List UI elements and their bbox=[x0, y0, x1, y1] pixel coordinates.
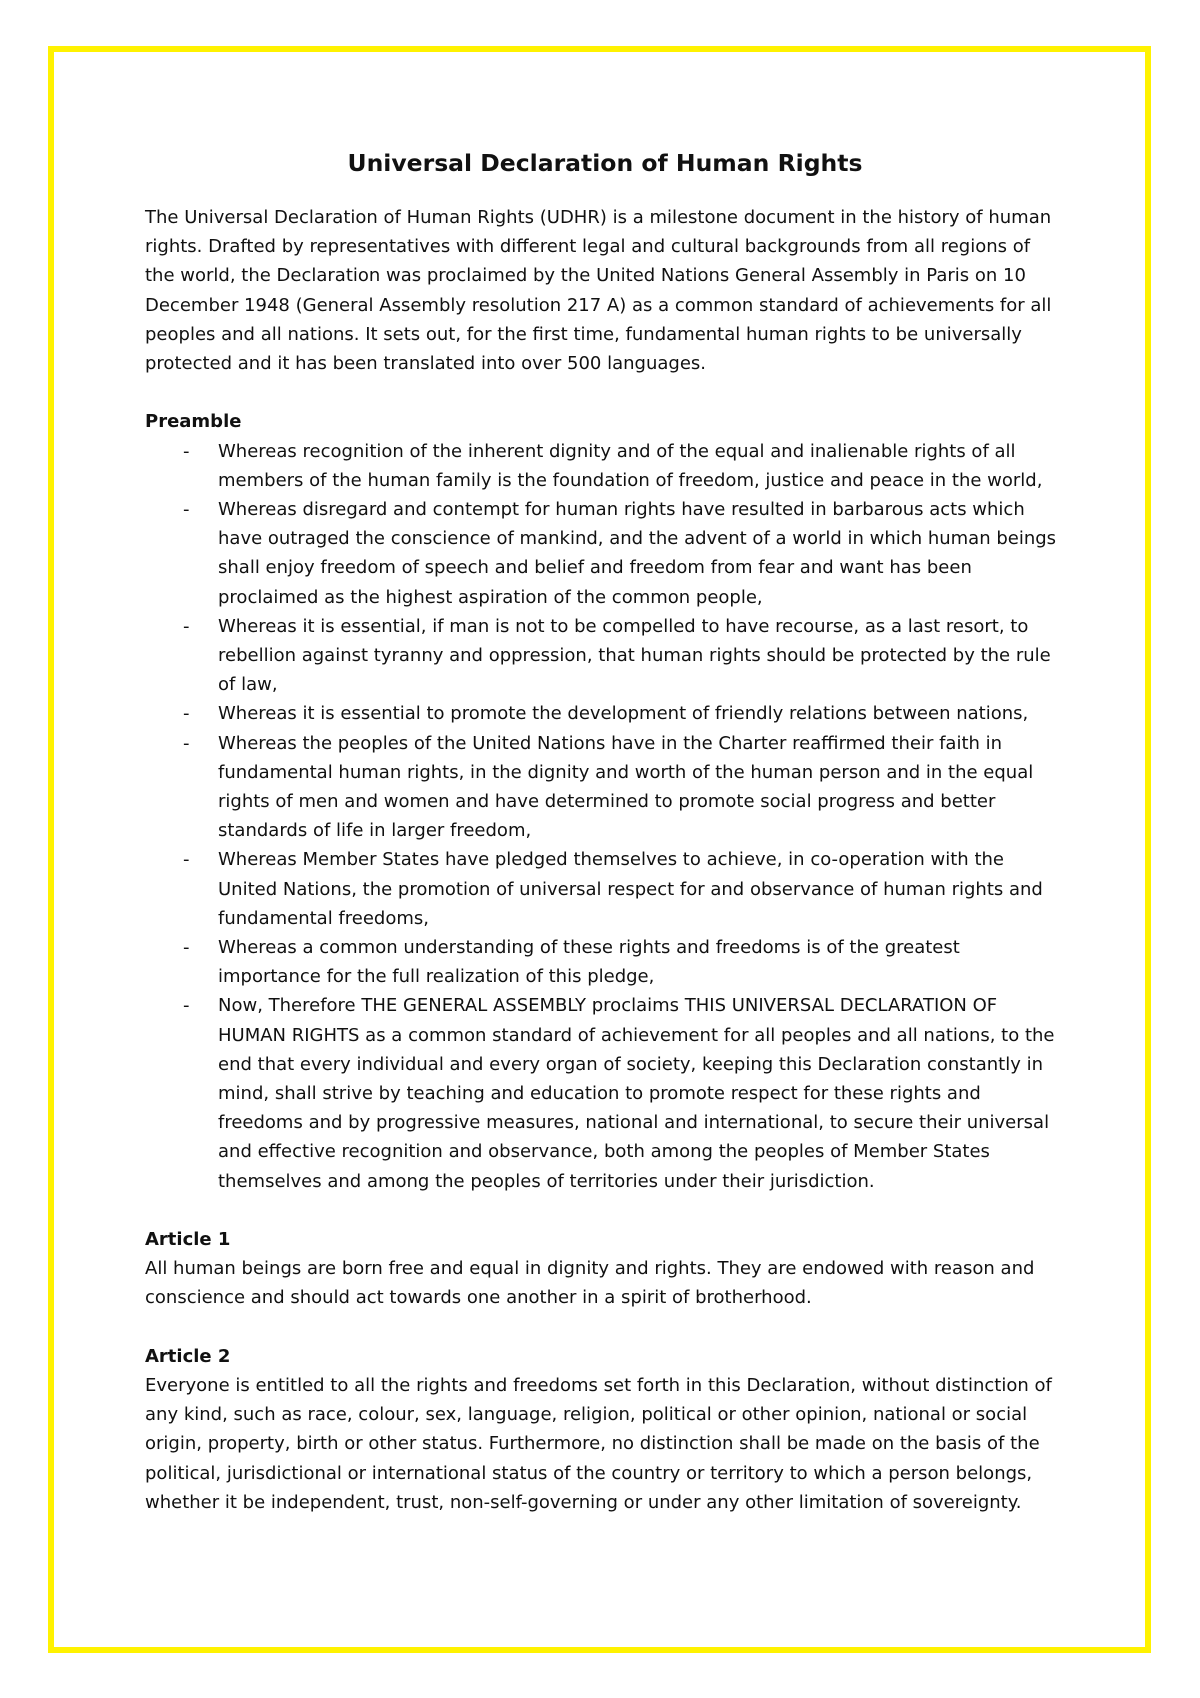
preamble-item bbox=[145, 991, 1065, 1195]
dash-bullet: - bbox=[183, 440, 190, 462]
article-1-text: All human beings are born free and equal in dignity and rights. They are endowed with reason and conscience and should act towards one another in a spirit of brotherhood. bbox=[145, 1258, 1035, 1309]
intro-paragraph: The Universal Declaration of Human Rights (UDHR) is a milestone document in the history of human rights. Drafted by representatives with different legal and cultural backgrounds from all regions of the world, the Declaration was proclaimed by the United Nations General Assembly in Paris on 10 December 1948 (General Assembly resolution 217 A) as a common standard of achievements for all peoples and all nations. It sets out, for the first time, fundamental human rights to be universally protected and it has been translated into over 500 languages. bbox=[145, 207, 1052, 375]
dash-bullet: - bbox=[183, 849, 190, 871]
dash-bullet: - bbox=[183, 499, 190, 521]
preamble-item-text: Whereas Member States have pledged themselves to achieve, in co-operation with the United Nations, the promotion of universal respect for and observance of human rights and fundamental freedoms, bbox=[218, 849, 1043, 929]
preamble-item-text: Whereas a common understanding of these rights and freedoms is of the greatest importance for the full realization of this pledge, bbox=[218, 937, 960, 988]
preamble-item bbox=[145, 845, 1065, 933]
preamble-item-text: Whereas it is essential to promote the development of friendly relations between nations, bbox=[218, 703, 1029, 725]
preamble-item-text: Whereas the peoples of the United Nations have in the Charter reaffirmed their faith in fundamental human rights, in the dignity and worth of the human person and in the equal rights of men and women and have determined to promote social progress and better standards of life in larger freedom, bbox=[218, 732, 1034, 842]
preamble-list bbox=[145, 437, 1065, 1196]
preamble-item bbox=[145, 495, 1065, 612]
preamble-heading: Preamble bbox=[145, 411, 242, 433]
article-2-text: Everyone is entitled to all the rights and freedoms set forth in this Declaration, without distinction of any kind, such as race, colour, sex, language, religion, political or other opinion, national or social origin, property, birth or other status. Furthermore, no distinction shall be made on the basis of the political, jurisdictional or international status of the country or territory to which a person belongs, whether it be independent, trust, non-self-governing or under any other limitation of sovereignty. bbox=[145, 1375, 1052, 1513]
article-1-heading: Article 1 bbox=[145, 1229, 231, 1251]
preamble-item-text: Whereas it is essential, if man is not to be compelled to have recourse, as a last resort, to rebellion against tyranny and oppression, that human rights should be protected by the rule of law, bbox=[218, 615, 1051, 696]
article-2-heading: Article 2 bbox=[145, 1345, 231, 1367]
preamble-item bbox=[145, 699, 1065, 728]
document-title: Universal Declaration of Human Rights bbox=[347, 149, 863, 177]
dash-bullet: - bbox=[183, 995, 190, 1017]
spacer bbox=[145, 1313, 1065, 1342]
spacer bbox=[145, 378, 1065, 407]
preamble-item bbox=[145, 933, 1065, 991]
dash-bullet: - bbox=[183, 937, 190, 959]
preamble-item bbox=[145, 437, 1065, 495]
preamble-item-text: Whereas recognition of the inherent dignity and of the equal and inalienable rights of all members of the human family is the foundation of freedom, justice and peace in the world, bbox=[218, 440, 1043, 491]
preamble-item-text: Now, Therefore THE GENERAL ASSEMBLY proclaims THIS UNIVERSAL DECLARATION OF HUMAN RIGHTS as a common standard of achievement for all peoples and all nations, to the end that every individual and every organ of society, keeping this Declaration constantly in mind, shall strive by teaching and education to promote respect for these rights and freedoms and by progressive measures, national and international, to secure their universal and effective recognition and observance, both among the peoples of Member States themselves and among the peoples of territories under their jurisdiction. bbox=[218, 995, 1055, 1192]
preamble-item-text: Whereas disregard and contempt for human rights have resulted in barbarous acts which have outraged the conscience of mankind, and the advent of a world in which human beings shall enjoy freedom of speech and belief and freedom from fear and want has been proclaimed as the highest aspiration of the common people, bbox=[218, 499, 1057, 608]
spacer bbox=[145, 1196, 1065, 1225]
preamble-item bbox=[145, 612, 1065, 700]
document-body bbox=[145, 148, 1065, 1517]
preamble-item bbox=[145, 729, 1065, 846]
dash-bullet: - bbox=[183, 732, 190, 754]
dash-bullet: - bbox=[183, 703, 190, 725]
dash-bullet: - bbox=[183, 615, 190, 637]
